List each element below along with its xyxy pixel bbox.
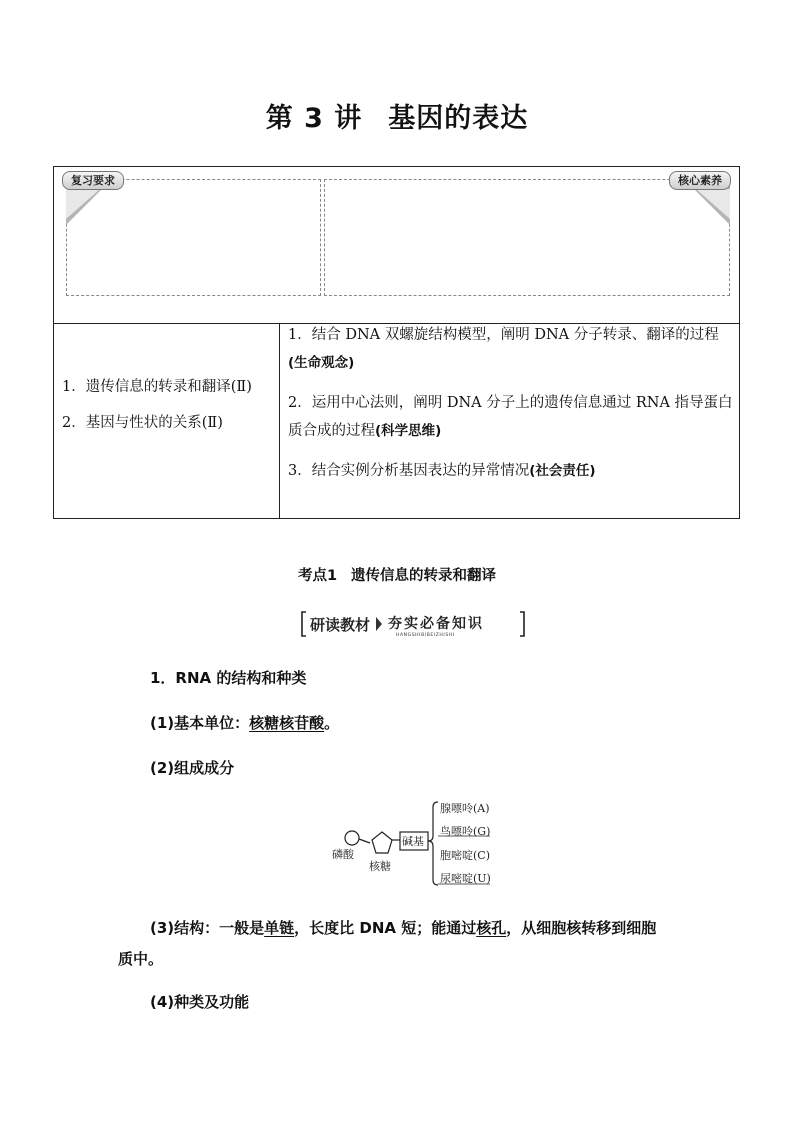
banner-right-text: 夯实必备知识 [388, 616, 484, 632]
core-item: 3．结合实例分析基因表达的异常情况(社会责任) [288, 463, 596, 479]
section-title: 遗传信息的转录和翻译 [351, 568, 497, 584]
section-label: 考点1 [297, 568, 338, 584]
lecture-number: 第 3 讲 [265, 103, 363, 134]
requirements-list [62, 369, 277, 441]
ribose-label: 核糖 [369, 860, 391, 873]
item-components: (2)组成成分 [150, 759, 235, 777]
answer-basic-unit: 核糖核苷酸 [249, 714, 325, 732]
core-item: 2．运用中心法则，阐明 DNA 分子上的遗传信息通过 RNA 指导蛋白质合成的过程(科学思维) [288, 395, 733, 439]
section-heading [0, 564, 794, 585]
heading-rna-structure: 1．RNA 的结构和种类 [150, 669, 307, 687]
requirement-item: 2．基因与性状的关系(Ⅱ) [62, 415, 223, 431]
core-item: 1．结合 DNA 双螺旋结构模型，阐明 DNA 分子转录、翻译的过程(生命观念) [288, 327, 719, 371]
base-guanine: 鸟嘌呤(G) [440, 825, 491, 838]
base-adenine: 腺嘌呤(A) [440, 802, 490, 815]
phosphate-label: 磷酸 [332, 848, 354, 861]
study-banner [300, 610, 526, 638]
base-cytosine: 胞嘧啶(C) [440, 849, 490, 862]
nucleotide-diagram [330, 798, 510, 893]
lecture-topic: 基因的表达 [388, 103, 529, 134]
item-structure: (3)结构：一般是单链，长度比 DNA 短；能通过核孔，从细胞核转移到细胞 [150, 919, 657, 937]
item-structure-continued: 质中。 [118, 950, 164, 968]
requirement-item: 1．遗传信息的转录和翻译(Ⅱ) [62, 379, 252, 395]
item-types-functions: (4)种类及功能 [150, 993, 250, 1011]
page-title [0, 96, 794, 135]
column-divider [279, 323, 280, 518]
requirements-table [53, 166, 740, 519]
answer-single-strand: 单链 [264, 919, 295, 937]
core-literacy-tag: 核心素养 [669, 171, 731, 190]
answer-nuclear-pore: 核孔 [476, 919, 507, 937]
banner-pinyin: HANGSHIBIBEIZHISHI [396, 633, 455, 638]
review-requirements-tag: 复习要求 [62, 171, 124, 190]
banner-left-text: 研读教材 [310, 616, 371, 634]
base-label: 碱基 [402, 835, 424, 848]
item-basic-unit: (1)基本单位：核糖核苷酸。 [150, 714, 340, 732]
base-uracil: 尿嘧啶(U) [440, 872, 491, 885]
core-literacy-list [288, 321, 736, 497]
